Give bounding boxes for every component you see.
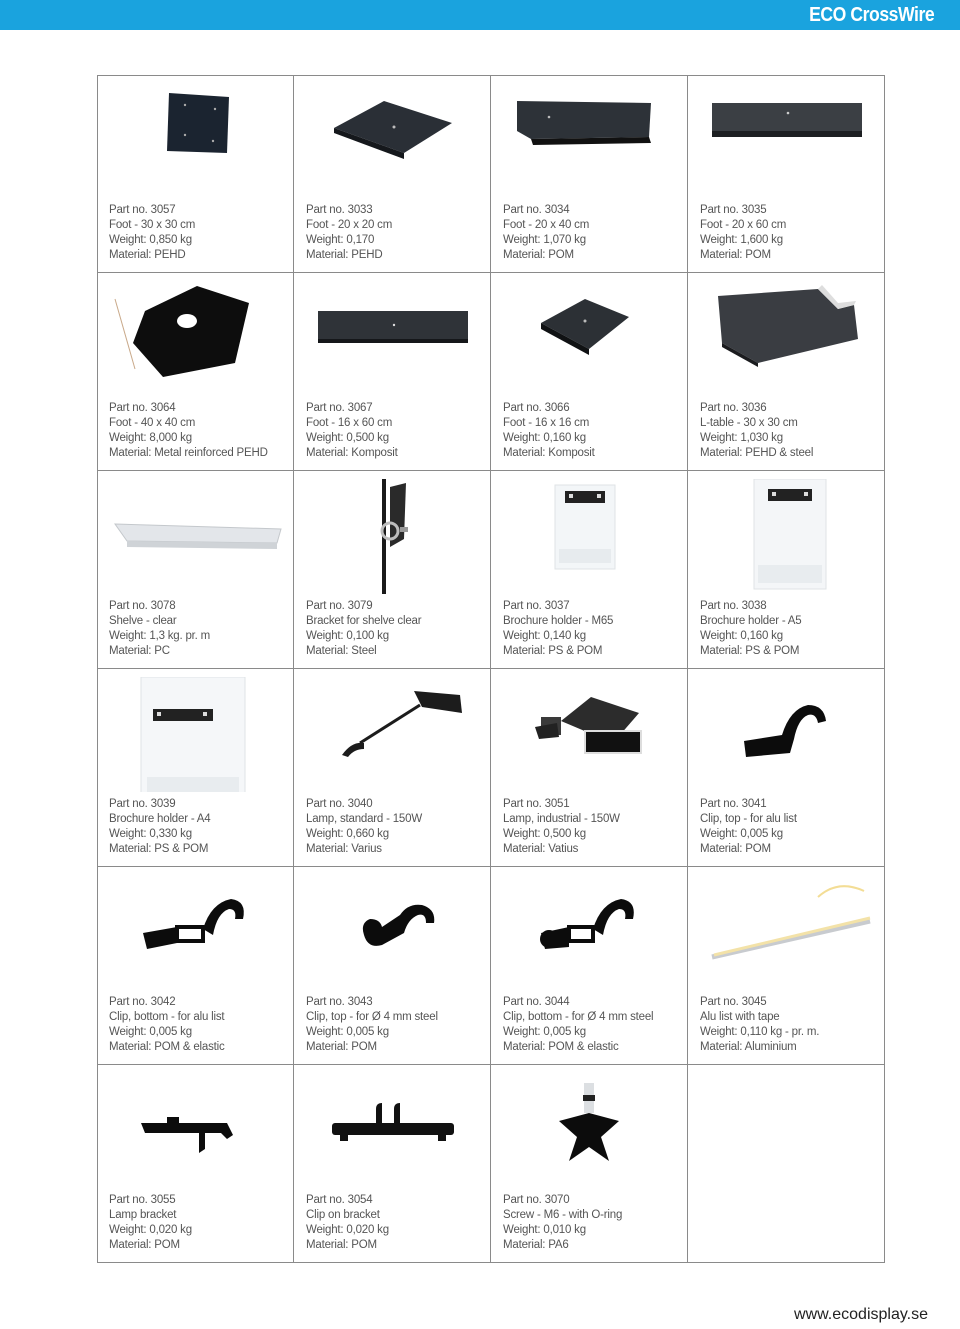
lamp-bracket-icon xyxy=(107,1073,283,1188)
product-weight: Weight: 0,160 kg xyxy=(503,432,586,444)
part-number: Part no. 3070 xyxy=(503,1194,570,1206)
clear-shelf-icon xyxy=(107,479,283,594)
product-info xyxy=(109,1193,192,1253)
long-foot-plate-icon xyxy=(698,83,874,198)
product-material: Material: Metal reinforced PEHD xyxy=(109,447,268,459)
product-weight: Weight: 0,010 kg xyxy=(503,1224,586,1236)
shelf-bracket-icon xyxy=(304,479,480,594)
product-info xyxy=(109,797,210,857)
brochure-holder-a4-icon xyxy=(107,677,283,792)
product-description: L-table - 30 x 30 cm xyxy=(700,417,798,429)
product-info xyxy=(700,599,801,659)
product-card xyxy=(294,1065,491,1263)
product-card xyxy=(294,867,491,1065)
product-material: Material: POM & elastic xyxy=(503,1041,619,1053)
product-description: Lamp, industrial - 150W xyxy=(503,813,620,825)
product-description: Foot - 20 x 40 cm xyxy=(503,219,590,231)
product-material: Material: Vatius xyxy=(503,843,579,855)
part-number: Part no. 3067 xyxy=(306,402,373,414)
product-info xyxy=(503,797,620,857)
product-info xyxy=(306,797,422,857)
product-weight: Weight: 0,660 kg xyxy=(306,828,389,840)
product-material: Material: PS & POM xyxy=(700,645,800,657)
part-number: Part no. 3042 xyxy=(109,996,176,1008)
product-info xyxy=(306,203,392,263)
product-description: Brochure holder - A5 xyxy=(700,615,802,627)
part-number: Part no. 3044 xyxy=(503,996,570,1008)
product-info xyxy=(109,995,225,1055)
product-card xyxy=(491,669,688,867)
product-grid xyxy=(97,75,884,1262)
product-material: Material: PS & POM xyxy=(109,843,209,855)
small-foot-plate-icon xyxy=(304,83,480,198)
part-number: Part no. 3054 xyxy=(306,1194,373,1206)
empty-cell xyxy=(688,1065,885,1263)
product-weight: Weight: 0,005 kg xyxy=(306,1026,389,1038)
product-description: Shelve - clear xyxy=(109,615,177,627)
product-weight: Weight: 0,140 kg xyxy=(503,630,586,642)
product-weight: Weight: 0,330 kg xyxy=(109,828,192,840)
product-material: Material: POM xyxy=(700,843,771,855)
product-description: Clip, bottom - for Ø 4 mm steel xyxy=(503,1011,654,1023)
product-description: Lamp bracket xyxy=(109,1209,177,1221)
product-description: Clip on bracket xyxy=(306,1209,380,1221)
product-material: Material: PEHD xyxy=(109,249,186,261)
product-weight: Weight: 8,000 kg xyxy=(109,432,192,444)
product-material: Material: Komposit xyxy=(306,447,398,459)
product-weight: Weight: 0,500 kg xyxy=(503,828,586,840)
product-material: Material: PC xyxy=(109,645,170,657)
product-card xyxy=(97,471,294,669)
product-description: Foot - 40 x 40 cm xyxy=(109,417,196,429)
product-description: Alu list with tape xyxy=(700,1011,780,1023)
product-info xyxy=(306,401,398,461)
part-number: Part no. 3078 xyxy=(109,600,176,612)
product-card xyxy=(294,75,491,273)
narrow-foot-plate-icon xyxy=(304,281,480,396)
part-number: Part no. 3057 xyxy=(109,204,176,216)
product-weight: Weight: 0,020 kg xyxy=(109,1224,192,1236)
product-description: Foot - 20 x 60 cm xyxy=(700,219,787,231)
rect-foot-plate-icon xyxy=(501,83,677,198)
brochure-holder-a5-icon xyxy=(698,479,874,594)
product-material: Material: POM xyxy=(306,1041,377,1053)
part-number: Part no. 3034 xyxy=(503,204,570,216)
part-number: Part no. 3035 xyxy=(700,204,767,216)
product-material: Material: Komposit xyxy=(503,447,595,459)
product-card xyxy=(491,75,688,273)
steel-top-clip-icon xyxy=(304,875,480,990)
part-number: Part no. 3040 xyxy=(306,798,373,810)
part-number: Part no. 3043 xyxy=(306,996,373,1008)
product-card xyxy=(688,867,885,1065)
product-material: Material: Varius xyxy=(306,843,382,855)
product-card xyxy=(688,471,885,669)
product-description: Bracket for shelve clear xyxy=(306,615,422,627)
product-card xyxy=(97,867,294,1065)
large-foot-plate-icon xyxy=(107,281,283,396)
product-weight: Weight: 0,005 kg xyxy=(503,1026,586,1038)
top-clip-icon xyxy=(698,677,874,792)
part-number: Part no. 3039 xyxy=(109,798,176,810)
part-number: Part no. 3037 xyxy=(503,600,570,612)
product-info xyxy=(306,599,421,659)
product-card xyxy=(97,669,294,867)
product-weight: Weight: 0,170 xyxy=(306,234,375,246)
product-material: Material: PS & POM xyxy=(503,645,603,657)
product-card xyxy=(97,1065,294,1263)
product-info xyxy=(503,1193,622,1253)
product-material: Material: POM xyxy=(109,1239,180,1251)
header-bar xyxy=(0,0,960,30)
product-weight: Weight: 1,3 kg. pr. m xyxy=(109,630,211,642)
product-description: Clip, bottom - for alu list xyxy=(109,1011,225,1023)
l-table-icon xyxy=(698,281,874,396)
product-material: Material: PA6 xyxy=(503,1239,569,1251)
part-number: Part no. 3045 xyxy=(700,996,767,1008)
part-number: Part no. 3038 xyxy=(700,600,767,612)
product-description: Lamp, standard - 150W xyxy=(306,813,422,825)
brochure-holder-m65-icon xyxy=(501,479,677,594)
product-material: Material: PEHD & steel xyxy=(700,447,814,459)
steel-bottom-clip-icon xyxy=(501,875,677,990)
part-number: Part no. 3064 xyxy=(109,402,176,414)
product-description: Foot - 30 x 30 cm xyxy=(109,219,196,231)
product-material: Material: PEHD xyxy=(306,249,383,261)
part-number: Part no. 3041 xyxy=(700,798,767,810)
product-info xyxy=(109,401,268,461)
part-number: Part no. 3055 xyxy=(109,1194,176,1206)
product-weight: Weight: 0,850 kg xyxy=(109,234,192,246)
product-card xyxy=(97,75,294,273)
alu-list-icon xyxy=(698,875,874,990)
product-weight: Weight: 0,005 kg xyxy=(109,1026,192,1038)
product-material: Material: Steel xyxy=(306,645,377,657)
product-material: Material: Aluminium xyxy=(700,1041,797,1053)
product-description: Foot - 20 x 20 cm xyxy=(306,219,393,231)
product-card xyxy=(491,1065,688,1263)
product-material: Material: POM & elastic xyxy=(109,1041,225,1053)
product-description: Foot - 16 x 16 cm xyxy=(503,417,590,429)
product-card xyxy=(294,471,491,669)
product-info xyxy=(306,1193,389,1253)
product-info xyxy=(700,995,819,1055)
product-weight: Weight: 0,005 kg xyxy=(700,828,783,840)
product-info xyxy=(700,797,797,857)
part-number: Part no. 3066 xyxy=(503,402,570,414)
product-description: Brochure holder - M65 xyxy=(503,615,614,627)
brand-title: ECO CrossWire xyxy=(808,4,934,26)
product-description: Brochure holder - A4 xyxy=(109,813,211,825)
product-info xyxy=(700,203,786,263)
product-card xyxy=(294,273,491,471)
tiny-foot-plate-icon xyxy=(501,281,677,396)
part-number: Part no. 3079 xyxy=(306,600,373,612)
star-screw-icon xyxy=(501,1073,677,1188)
product-weight: Weight: 0,160 kg xyxy=(700,630,783,642)
product-card xyxy=(491,273,688,471)
product-description: Clip, top - for Ø 4 mm steel xyxy=(306,1011,438,1023)
product-card xyxy=(491,471,688,669)
part-number: Part no. 3051 xyxy=(503,798,570,810)
product-description: Foot - 16 x 60 cm xyxy=(306,417,393,429)
product-card xyxy=(294,669,491,867)
product-material: Material: POM xyxy=(503,249,574,261)
product-info xyxy=(503,599,613,659)
part-number: Part no. 3033 xyxy=(306,204,373,216)
product-card xyxy=(491,867,688,1065)
product-card xyxy=(688,273,885,471)
footer-url[interactable]: www.ecodisplay.se xyxy=(794,1306,928,1323)
part-number: Part no. 3036 xyxy=(700,402,767,414)
product-info xyxy=(700,401,813,461)
bottom-clip-icon xyxy=(107,875,283,990)
product-info xyxy=(109,203,195,263)
product-info xyxy=(503,401,595,461)
product-material: Material: POM xyxy=(306,1239,377,1251)
product-card xyxy=(688,75,885,273)
clip-on-bracket-icon xyxy=(304,1073,480,1188)
square-foot-plate-icon xyxy=(107,83,283,198)
industrial-lamp-icon xyxy=(501,677,677,792)
product-weight: Weight: 0,500 kg xyxy=(306,432,389,444)
product-weight: Weight: 0,100 kg xyxy=(306,630,389,642)
product-weight: Weight: 1,030 kg xyxy=(700,432,783,444)
product-info xyxy=(503,203,589,263)
product-info xyxy=(503,995,653,1055)
product-weight: Weight: 0,110 kg - pr. m. xyxy=(700,1026,820,1038)
product-material: Material: POM xyxy=(700,249,771,261)
product-info xyxy=(109,599,210,659)
product-description: Screw - M6 - with O-ring xyxy=(503,1209,623,1221)
product-description: Clip, top - for alu list xyxy=(700,813,797,825)
product-card xyxy=(688,669,885,867)
product-info xyxy=(306,995,438,1055)
product-card xyxy=(97,273,294,471)
standard-lamp-icon xyxy=(304,677,480,792)
product-weight: Weight: 0,020 kg xyxy=(306,1224,389,1236)
product-weight: Weight: 1,070 kg xyxy=(503,234,586,246)
product-weight: Weight: 1,600 kg xyxy=(700,234,783,246)
